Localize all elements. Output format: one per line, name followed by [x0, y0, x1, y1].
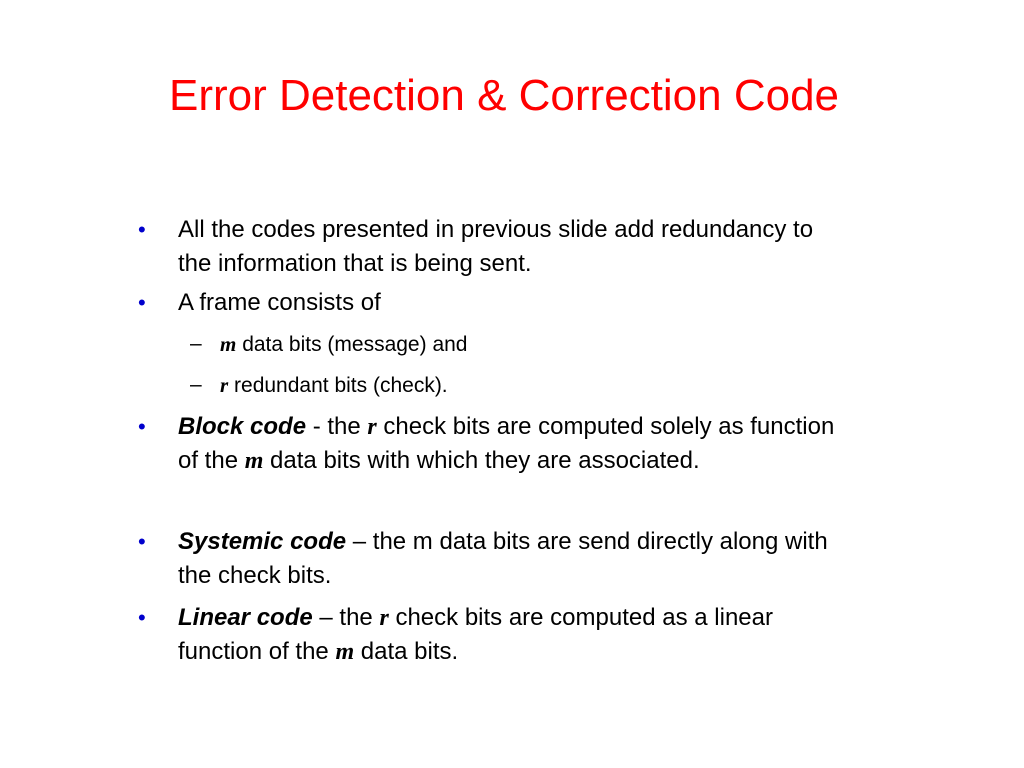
- text-run: – the m data bits are send directly along with: [346, 528, 828, 555]
- text-run: check bits are computed solely as function: [376, 413, 835, 440]
- text-run: data bits.: [354, 638, 459, 665]
- sub-item-text: [220, 329, 467, 360]
- bullet-marker-icon: •: [138, 605, 146, 630]
- slide-title: Error Detection & Correction Code: [168, 71, 840, 120]
- text-run: – the: [312, 604, 380, 631]
- sub-item-desc: redundant bits (check).: [234, 374, 448, 397]
- text-run: data bits with which they are associated.: [263, 447, 700, 474]
- bullet-text: [178, 410, 978, 478]
- bullet-line: the check bits.: [178, 562, 332, 589]
- bullet-line: [178, 410, 978, 444]
- text-run: function of the: [178, 638, 336, 665]
- variable-m: m: [335, 639, 355, 665]
- bullet-line: [178, 635, 978, 669]
- bullet-line: [178, 444, 978, 478]
- bullet-marker-icon: •: [138, 290, 146, 315]
- bullet-line: All the codes presented in previous slide add redundancy to: [178, 216, 814, 243]
- sub-item-text: [220, 370, 448, 401]
- variable-r: r: [220, 373, 229, 397]
- sub-item-desc: data bits (message) and: [242, 333, 468, 356]
- bullet-marker-icon: •: [138, 217, 146, 242]
- text-run: check bits are computed as a linear: [388, 604, 773, 631]
- bullet-marker-icon: •: [138, 529, 146, 554]
- text-run: - the: [306, 413, 368, 440]
- bullet-line: A frame consists of: [178, 289, 381, 316]
- bullet-text: [178, 213, 978, 281]
- term-systemic-code: Systemic code: [178, 528, 347, 555]
- variable-m: m: [220, 332, 237, 356]
- bullet-line: [178, 601, 978, 635]
- bullet-line: [178, 525, 978, 559]
- variable-m: m: [244, 448, 264, 474]
- bullet-text: [178, 601, 978, 669]
- dash-marker-icon: –: [190, 332, 202, 355]
- bullet-text: [178, 525, 978, 593]
- term-linear-code: Linear code: [178, 604, 313, 631]
- variable-r: r: [367, 414, 377, 440]
- term-block-code: Block code: [178, 413, 307, 440]
- bullet-line: the information that is being sent.: [178, 250, 532, 277]
- dash-marker-icon: –: [190, 373, 202, 396]
- text-run: of the: [178, 447, 245, 474]
- bullet-text: [178, 286, 978, 320]
- bullet-marker-icon: •: [138, 414, 146, 439]
- variable-r: r: [379, 605, 389, 631]
